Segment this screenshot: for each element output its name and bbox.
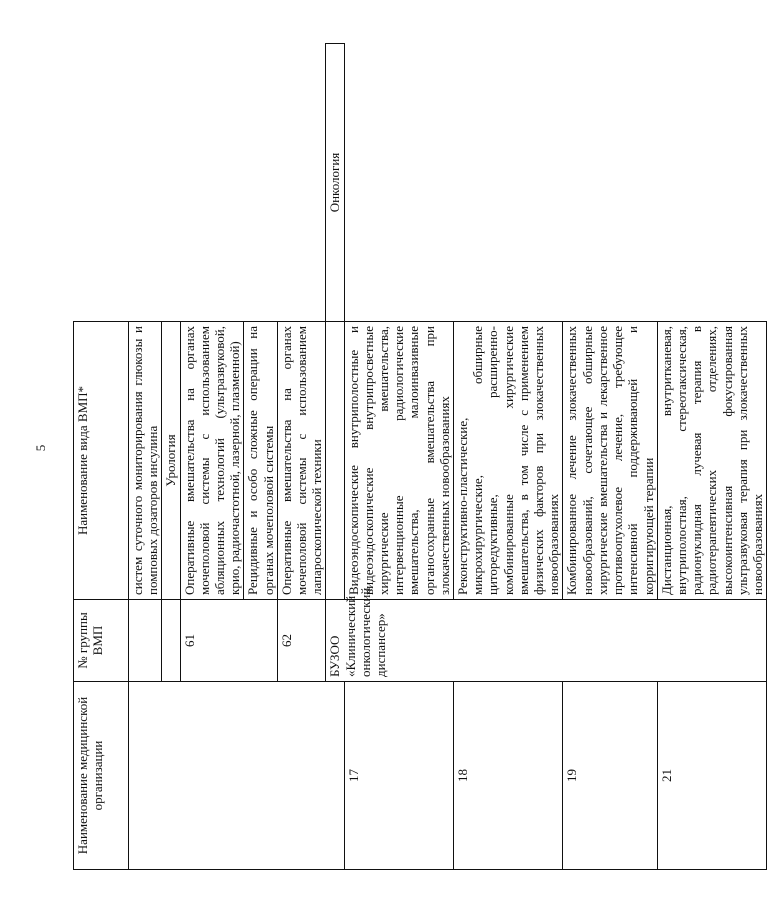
organization-cell-oncology: БУЗОО «Клинический онкологический диспансер» bbox=[326, 600, 767, 682]
group-number: 61 bbox=[180, 600, 277, 682]
organization-cell-previous bbox=[129, 682, 345, 870]
table-row bbox=[657, 44, 766, 870]
group-cell bbox=[326, 322, 344, 600]
page-number: 5 bbox=[33, 444, 48, 452]
group-number: 18 bbox=[454, 682, 563, 870]
group-number: 17 bbox=[344, 682, 453, 870]
section-title-urology: Урология bbox=[162, 322, 180, 600]
vmp-description: Комбинированное лечение злокачественных новообразований, сочетающее обширные хирургические вмешательства и лекарственное противоопухолевое лечение, требующее интенсивной поддерживающей и корригирующей терапии bbox=[563, 322, 657, 600]
vmp-description: Реконструктивно-пластические, микрохирургические, обширные циторедуктивные, расширенно-комбинированные хирургические вмешательства, в том числе с применением физических факторов при злокачественных новообразованиях bbox=[454, 322, 563, 600]
vmp-description: Видеоэндоскопические внутриполостные и видеоэндоскопические внутрипросветные хирургические вмешательства, интервенционные радиологические вмешательства, малоинвазивные органосохранные вмешательства при злокачественных новообразованиях bbox=[344, 322, 453, 600]
table-header-row bbox=[74, 44, 129, 870]
rotated-table-wrapper bbox=[73, 43, 765, 870]
group-number: 19 bbox=[563, 682, 657, 870]
header-group-number: № группы ВМП bbox=[74, 600, 129, 682]
table-row bbox=[563, 44, 657, 870]
vmp-description: Оперативные вмешательства на органах мочеполовой системы с использованием лапароскопической техники bbox=[277, 322, 326, 600]
header-vmp-name: Наименование вида ВМП* bbox=[74, 322, 129, 600]
table-row bbox=[129, 44, 162, 870]
group-cell bbox=[162, 600, 180, 682]
vmp-description: Оперативные вмешательства на органах мочеполовой системы с использованием абляционных технологий (ультразвуковой, крио, радиочастотной, лазерной, плазменной) bbox=[180, 322, 244, 600]
table-row bbox=[344, 44, 453, 870]
group-cell bbox=[129, 600, 162, 682]
vmp-description: Дистанционная, внутритканевая, внутриполостная, стереотаксическая, радионуклидная лучевая терапия в радиотерапевтических отделениях, высокоинтенсивная фокусированная ультразвуковая терапия при злокачественных новообразованиях bbox=[657, 322, 766, 600]
vmp-description: систем суточного мониторирования глюкозы и помповых дозаторов инсулина bbox=[129, 322, 162, 600]
section-title-oncology: Онкология bbox=[326, 44, 344, 322]
group-number: 21 bbox=[657, 682, 766, 870]
vmp-description: Рецидивные и особо сложные операции на органах мочеполовой системы bbox=[244, 322, 277, 600]
header-organization: Наименование медицинской организации bbox=[74, 682, 129, 870]
group-number: 62 bbox=[277, 600, 326, 682]
table-row bbox=[454, 44, 563, 870]
vmp-table bbox=[73, 43, 767, 870]
